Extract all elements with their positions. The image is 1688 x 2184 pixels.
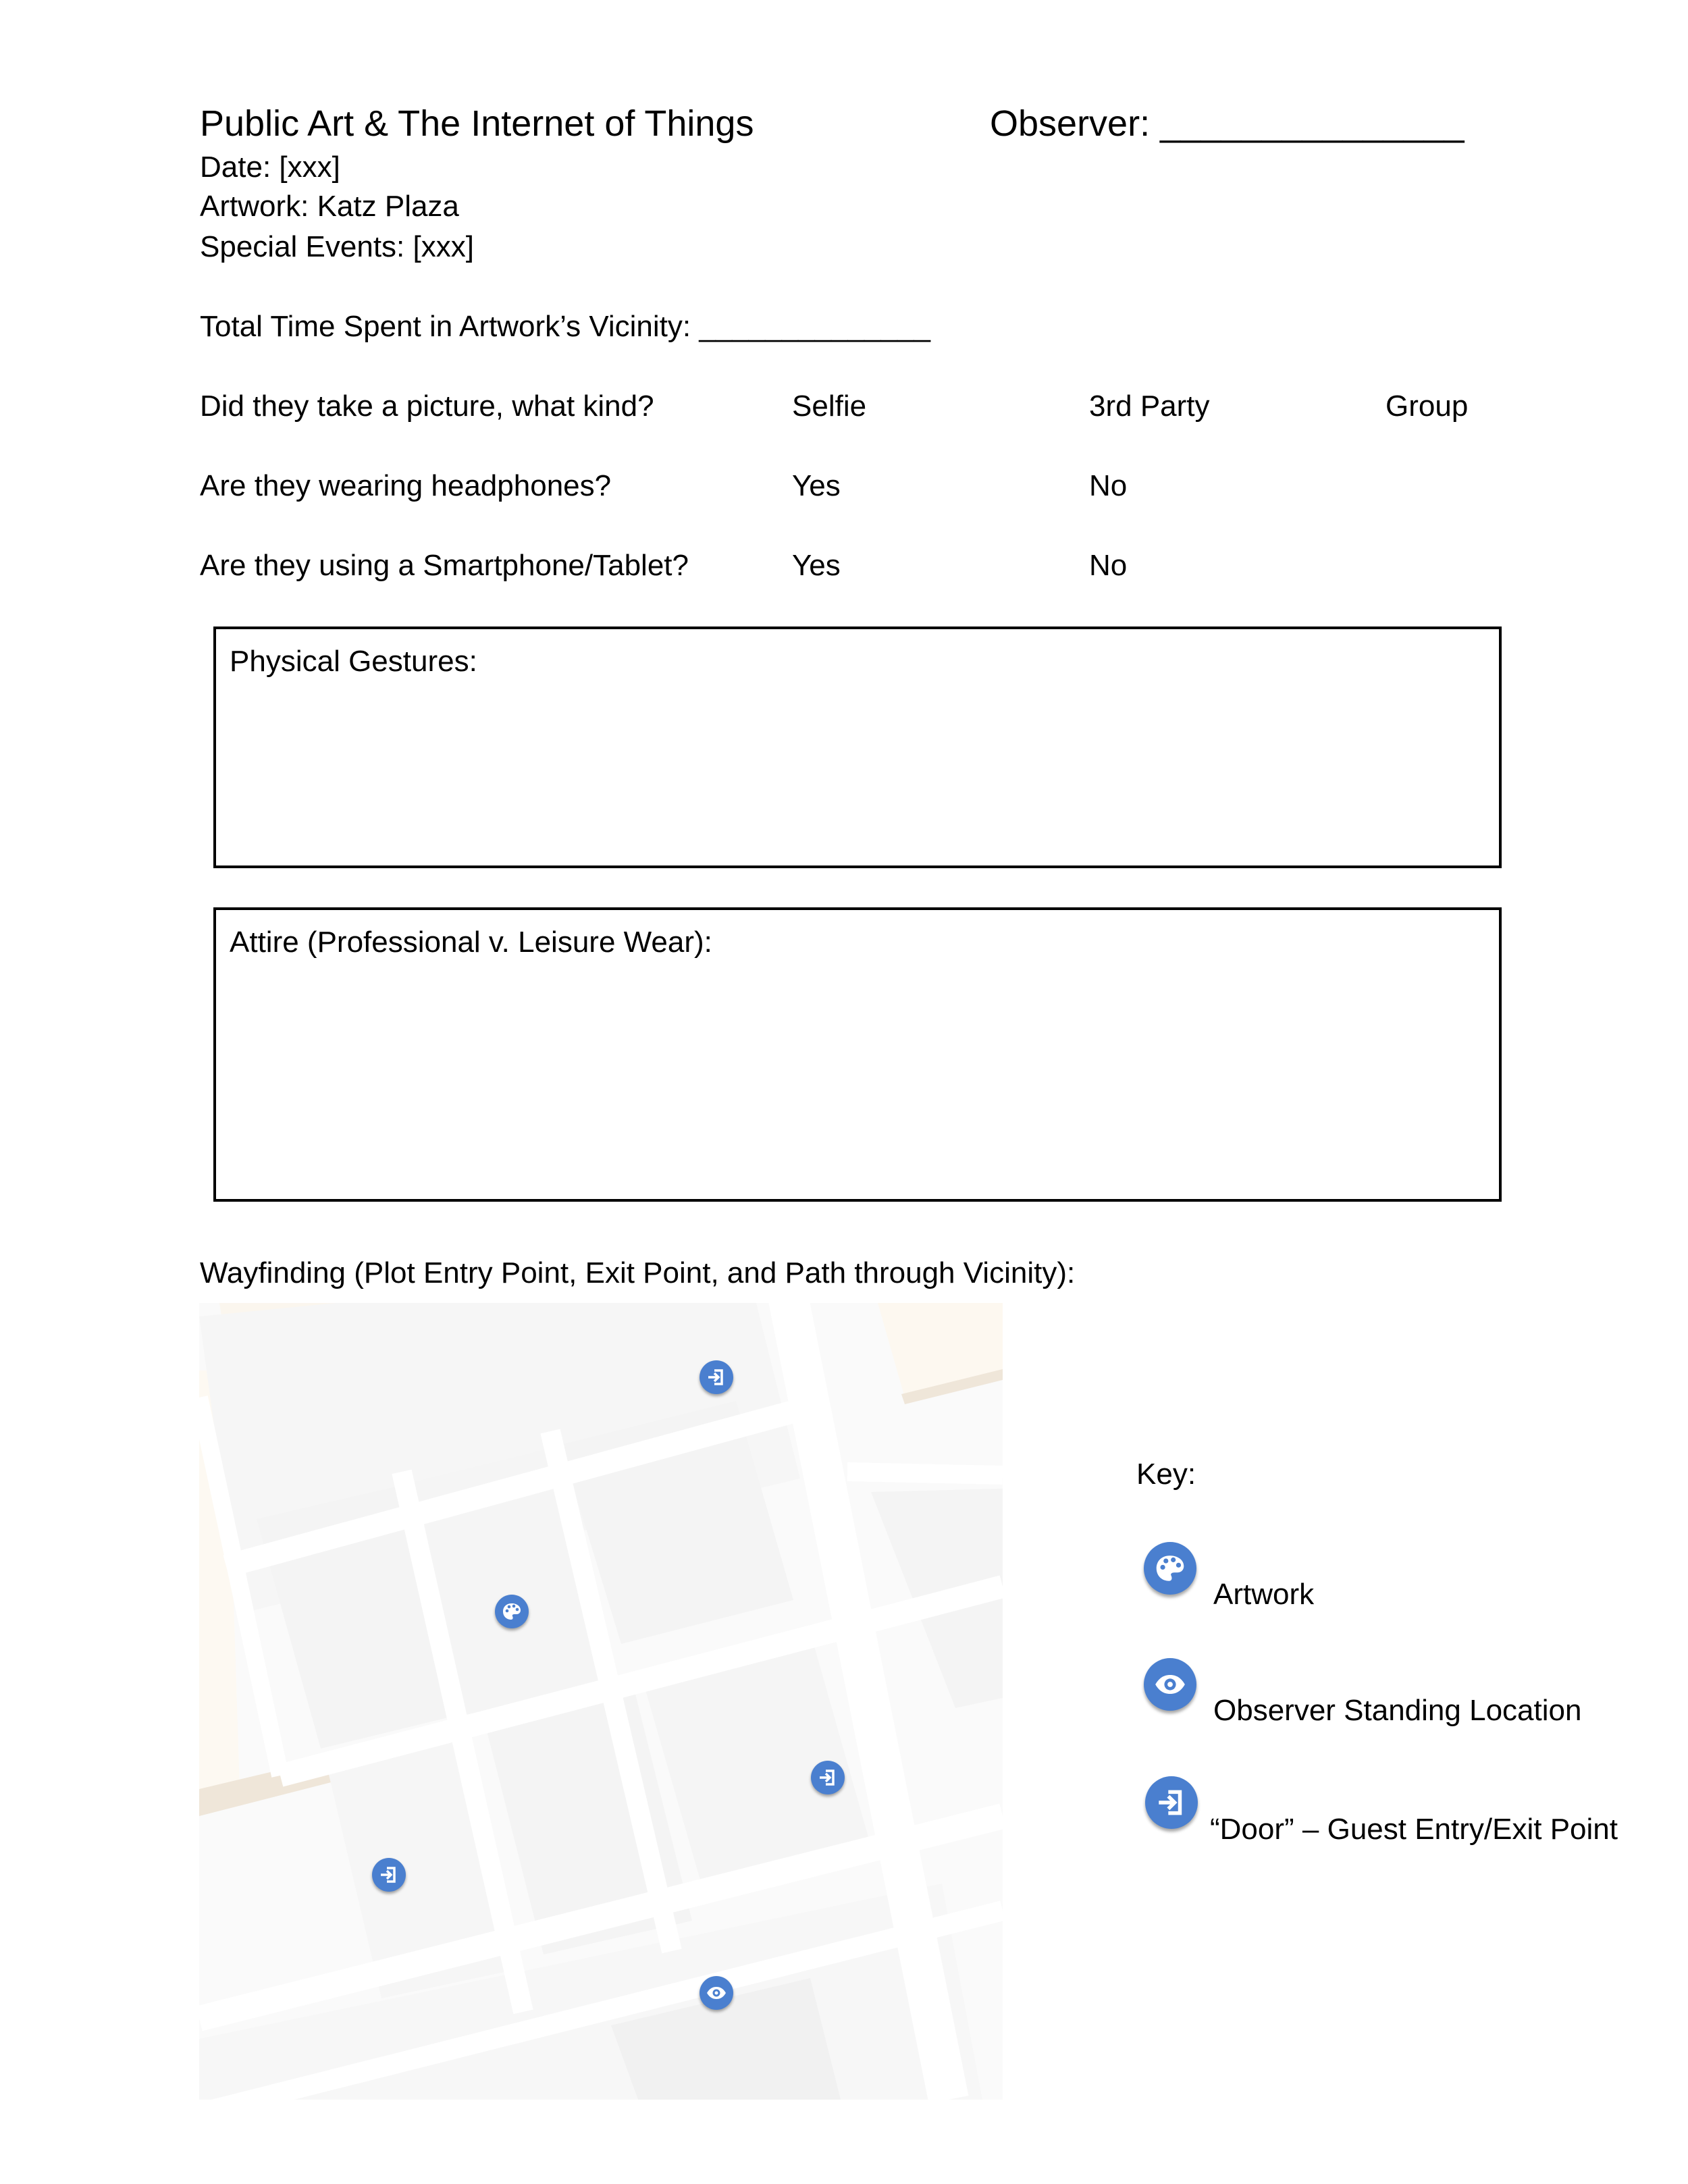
wayfinding-heading: Wayfinding (Plot Entry Point, Exit Point, and Path through Vicinity): (200, 1256, 1076, 1289)
eye-icon-marker[interactable] (700, 1976, 733, 2010)
option-smartphone-no[interactable]: No (1089, 549, 1128, 582)
palette-icon-marker[interactable] (495, 1595, 529, 1628)
key-title: Key: (1136, 1458, 1196, 1491)
key-label-artwork: Artwork (1213, 1578, 1315, 1611)
option-smartphone-yes[interactable]: Yes (792, 549, 841, 582)
key-label-observer: Observer Standing Location (1213, 1694, 1582, 1727)
document-title: Public Art & The Internet of Things (200, 103, 754, 144)
option-headphones-no[interactable]: No (1089, 469, 1128, 502)
physical-gestures-label: Physical Gestures: (230, 645, 477, 678)
question-picture: Did they take a picture, what kind? (200, 390, 654, 423)
question-headphones: Are they wearing headphones? (200, 469, 612, 502)
eye-icon (1140, 1654, 1201, 1715)
door-icon-marker[interactable] (700, 1360, 733, 1394)
special-events-line: Special Events: [xxx] (200, 230, 474, 263)
map-streets (199, 1303, 1003, 2100)
option-headphones-yes[interactable]: Yes (792, 469, 841, 502)
option-3rd-party[interactable]: 3rd Party (1089, 390, 1210, 423)
door-icon-marker[interactable] (372, 1858, 406, 1892)
option-group[interactable]: Group (1386, 390, 1469, 423)
door-enter-icon (1141, 1772, 1202, 1833)
option-selfie[interactable]: Selfie (792, 390, 867, 423)
time-spent-field[interactable]: Total Time Spent in Artwork’s Vicinity: ______________ (200, 310, 930, 343)
wayfinding-map[interactable] (199, 1303, 1003, 2100)
attire-box[interactable] (213, 907, 1502, 1202)
date-line: Date: [xxx] (200, 151, 340, 184)
palette-icon (1140, 1538, 1201, 1599)
question-smartphone: Are they using a Smartphone/Tablet? (200, 549, 689, 582)
artwork-line: Artwork: Katz Plaza (200, 190, 459, 223)
physical-gestures-box[interactable] (213, 627, 1502, 868)
door-icon-marker[interactable] (811, 1761, 845, 1794)
observer-field[interactable]: Observer: _______________ (990, 103, 1465, 144)
key-label-door: “Door” – Guest Entry/Exit Point (1210, 1813, 1618, 1846)
attire-label: Attire (Professional v. Leisure Wear): (230, 926, 712, 959)
